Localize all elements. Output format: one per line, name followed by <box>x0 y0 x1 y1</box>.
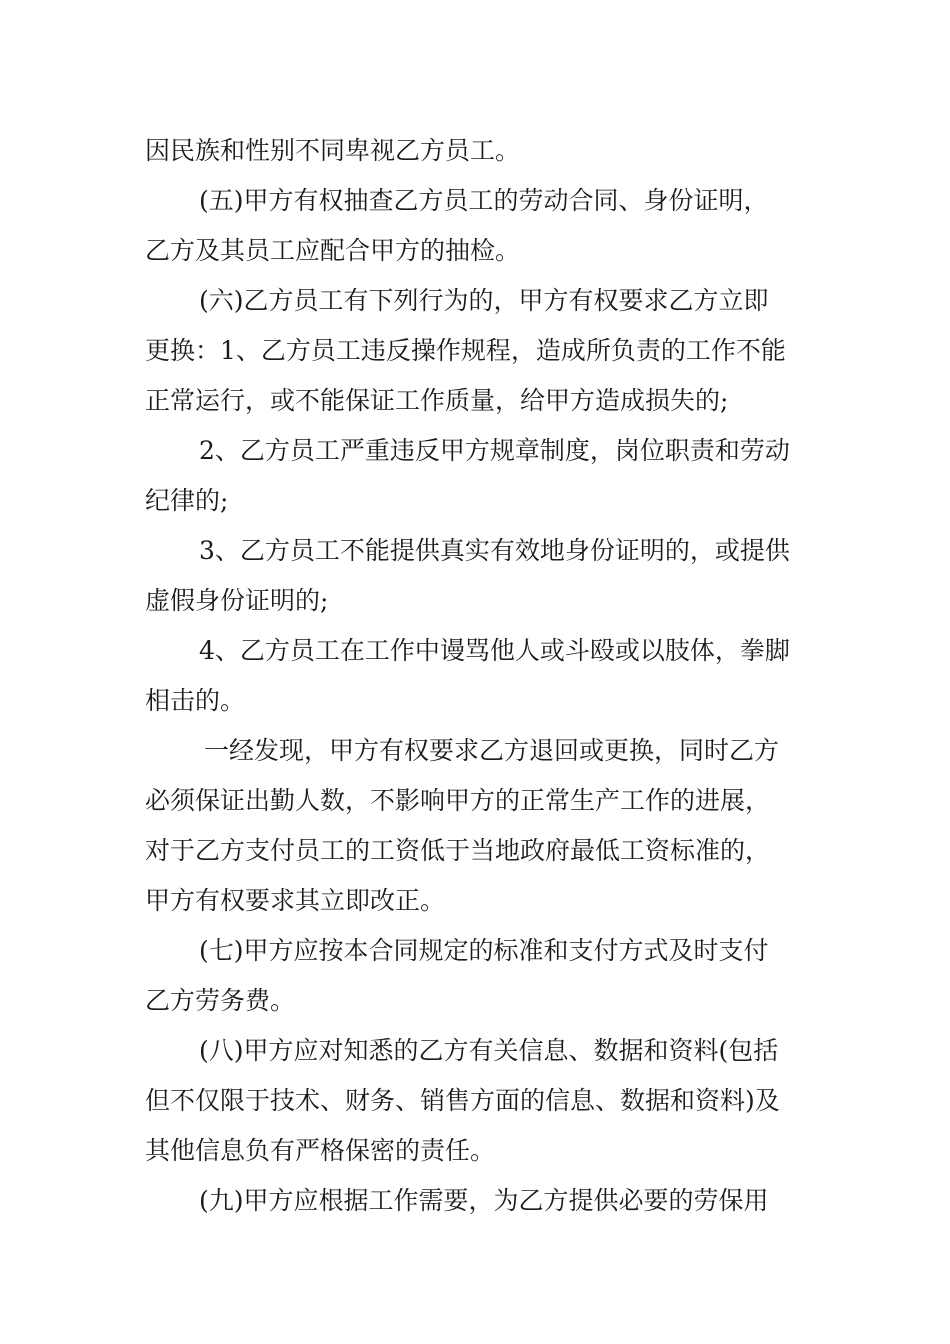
text-line-22: (九)甲方应根据工作需要，为乙方提供必要的劳保用 <box>199 1186 769 1215</box>
text-line-16: 甲方有权要求其立即改正。 <box>145 886 446 915</box>
text-line-1: 因民族和性别不同卑视乙方员工。 <box>145 136 521 165</box>
text-line-4: (六)乙方员工有下列行为的，甲方有权要求乙方立即 <box>199 286 769 315</box>
text-line-13: 一经发现，甲方有权要求乙方退回或更换，同时乙方 <box>204 736 780 765</box>
text-line-10: 虚假身份证明的; <box>145 586 329 615</box>
text-line-7: 2、乙方员工严重违反甲方规章制度，岗位职责和劳动 <box>199 436 790 465</box>
text-line-12: 相击的。 <box>145 686 246 715</box>
text-line-18: 乙方劳务费。 <box>145 986 296 1015</box>
text-line-17: (七)甲方应按本合同规定的标准和支付方式及时支付 <box>199 936 769 965</box>
text-line-20: 但不仅限于技术、财务、销售方面的信息、数据和资料)及 <box>145 1086 780 1115</box>
text-line-21: 其他信息负有严格保密的责任。 <box>145 1136 496 1165</box>
text-line-9: 3、乙方员工不能提供真实有效地身份证明的，或提供 <box>199 536 790 565</box>
text-line-15: 对于乙方支付员工的工资低于当地政府最低工资标准的， <box>145 836 771 865</box>
text-line-8: 纪律的; <box>145 486 229 515</box>
text-line-14: 必须保证出勤人数，不影响甲方的正常生产工作的进展， <box>145 786 771 815</box>
text-line-2: (五)甲方有权抽查乙方员工的劳动合同、身份证明， <box>199 186 769 215</box>
text-line-6: 正常运行，或不能保证工作质量，给甲方造成损失的; <box>145 386 729 415</box>
text-line-3: 乙方及其员工应配合甲方的抽检。 <box>145 236 521 265</box>
text-line-11: 4、乙方员工在工作中谩骂他人或斗殴或以肢体，拳脚 <box>199 636 790 665</box>
text-line-19: (八)甲方应对知悉的乙方有关信息、数据和资料(包括 <box>199 1036 779 1065</box>
text-line-5: 更换：1、乙方员工违反操作规程，造成所负责的工作不能 <box>145 336 786 365</box>
